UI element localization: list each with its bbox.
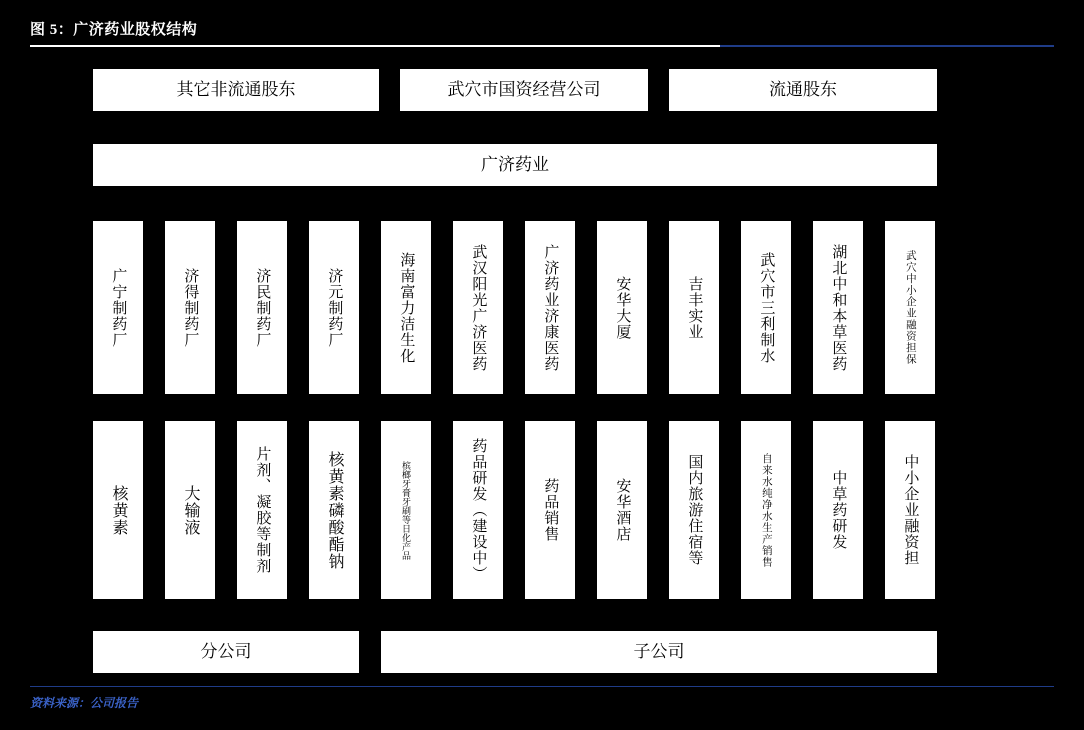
business-box-9 (668, 420, 720, 600)
title-divider-accent (30, 45, 720, 47)
footer-box-label: 分公司 (200, 641, 252, 661)
unit-box-10 (740, 220, 792, 395)
footer-box-subsidiary (380, 630, 938, 674)
unit-label: 武汉阳光广济医药 (470, 243, 487, 372)
unit-box-1 (92, 220, 144, 395)
unit-box-3 (236, 220, 288, 395)
page-title: 图 5：广济药业股权结构 (30, 22, 198, 38)
business-box-2 (164, 420, 216, 600)
shareholder-box-3 (668, 68, 938, 112)
unit-label: 济得制药厂 (182, 267, 199, 348)
shareholder-box-1 (92, 68, 380, 112)
unit-label: 武穴市三利制水 (758, 251, 775, 364)
business-box-5 (380, 420, 432, 600)
business-label: 片剂、凝胶等制剂 (254, 446, 271, 574)
company-label: 广济药业 (481, 154, 549, 174)
business-box-10 (740, 420, 792, 600)
unit-label: 广宁制药厂 (110, 267, 127, 348)
business-label: 槟榔牙膏牙刷等日化产品 (401, 460, 412, 560)
source-footer (30, 694, 1054, 711)
business-label: 中草药研发 (830, 470, 847, 550)
unit-box-2 (164, 220, 216, 395)
unit-label: 济民制药厂 (254, 267, 271, 348)
unit-label: 济元制药厂 (326, 267, 343, 348)
unit-box-7 (524, 220, 576, 395)
business-label: 中小企业融资担 (902, 454, 919, 566)
footer-box-label: 子公司 (633, 641, 685, 661)
unit-label: 广济药业济康医药 (542, 243, 559, 372)
chart-header (30, 18, 1054, 50)
shareholder-label: 其它非流通股东 (176, 79, 296, 99)
business-label: 核黄素 (109, 484, 127, 536)
unit-box-11 (812, 220, 864, 395)
unit-box-4 (308, 220, 360, 395)
business-label: 药品销售 (542, 478, 559, 542)
shareholder-label: 流通股东 (769, 79, 837, 99)
business-box-12 (884, 420, 936, 600)
unit-label: 吉丰实业 (686, 275, 703, 340)
footer-box-branch (92, 630, 360, 674)
unit-box-9 (668, 220, 720, 395)
business-box-4 (308, 420, 360, 600)
company-box (92, 143, 938, 187)
unit-box-6 (452, 220, 504, 395)
unit-box-12 (884, 220, 936, 395)
source-text: 资料来源：公司报告 (30, 696, 139, 710)
business-box-7 (524, 420, 576, 600)
business-box-8 (596, 420, 648, 600)
business-label: 大输液 (181, 484, 199, 536)
shareholder-box-2 (399, 68, 649, 112)
business-label: 核黄素磷酸酯钠 (325, 450, 343, 570)
shareholder-label: 武穴市国资经营公司 (447, 79, 601, 99)
unit-label: 安华大厦 (614, 275, 631, 340)
business-label: 国内旅游住宿等 (686, 454, 703, 566)
business-label: 自来水纯净水生产销售 (760, 452, 772, 568)
business-box-3 (236, 420, 288, 600)
unit-label: 湖北中和本草医药 (830, 243, 847, 372)
unit-label: 海南富力洁生化 (398, 251, 415, 364)
footer-divider (30, 686, 1054, 687)
business-box-6 (452, 420, 504, 600)
unit-box-8 (596, 220, 648, 395)
unit-box-5 (380, 220, 432, 395)
business-label: 药品研发（建设中） (470, 438, 487, 582)
business-label: 安华酒店 (614, 478, 631, 542)
business-box-11 (812, 420, 864, 600)
business-box-1 (92, 420, 144, 600)
unit-label: 武穴中小企业融资担保 (904, 250, 916, 365)
